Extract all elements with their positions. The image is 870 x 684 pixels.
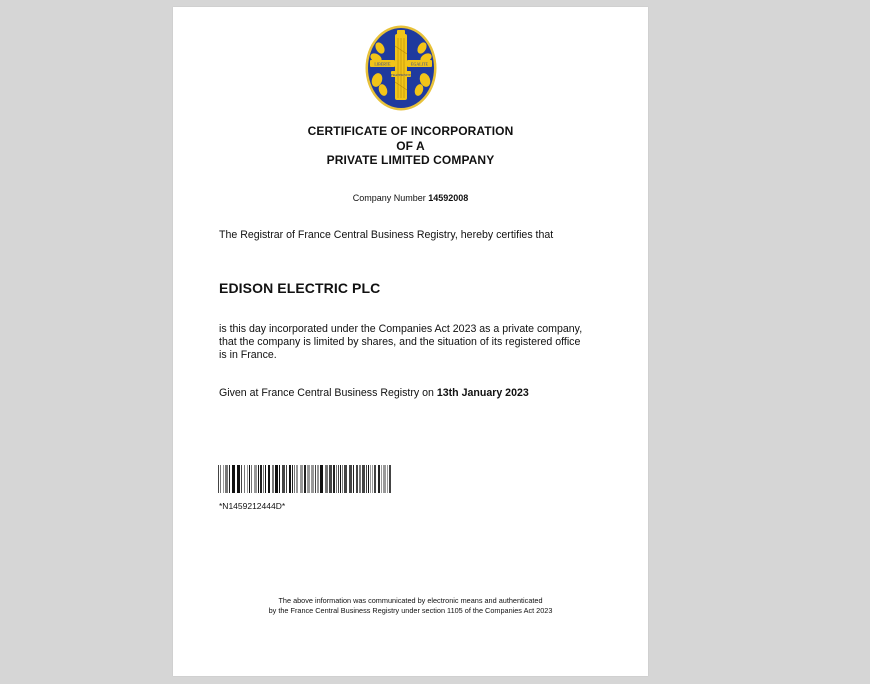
title-line-2: OF A bbox=[396, 138, 425, 153]
footer-line-1: The above information was communicated by electronic means and authenticated bbox=[278, 596, 543, 605]
footer-line-2: by the France Central Business Registry under section 1105 of the Companies Act 2023 bbox=[268, 605, 553, 615]
title-line-1: CERTIFICATE OF INCORPORATION bbox=[307, 124, 514, 138]
svg-text:FRATERNITE: FRATERNITE bbox=[390, 72, 412, 77]
given-text: Given at France Central Business Registry on bbox=[219, 387, 434, 399]
company-number-value: 14592008 bbox=[428, 193, 469, 203]
certificate-page bbox=[173, 7, 648, 676]
registrar-statement: The Registrar of France Central Business Registry, hereby certifies that bbox=[219, 229, 554, 241]
barcode-bar bbox=[389, 465, 391, 493]
certificate-title bbox=[173, 124, 648, 168]
barcode bbox=[218, 465, 391, 493]
given-statement bbox=[219, 387, 529, 399]
svg-text:EGALITE: EGALITE bbox=[411, 61, 428, 67]
authentication-footer bbox=[173, 596, 648, 615]
barcode-value: *N1459212444D* bbox=[219, 501, 286, 511]
company-name: EDISON ELECTRIC PLC bbox=[219, 280, 381, 296]
incorporation-date: 13th January 2023 bbox=[436, 387, 529, 399]
company-number-label: Company Number bbox=[352, 193, 426, 203]
company-number bbox=[173, 193, 648, 203]
french-republic-emblem-icon bbox=[364, 24, 438, 112]
incorporation-statement: is this day incorporated under the Companies Act 2023 as a private company, that the company is limited by shares, and the situation of its registered office is in France. bbox=[219, 323, 583, 362]
title-line-3: PRIVATE LIMITED COMPANY bbox=[326, 153, 495, 167]
svg-text:LIBERTE: LIBERTE bbox=[374, 61, 391, 67]
